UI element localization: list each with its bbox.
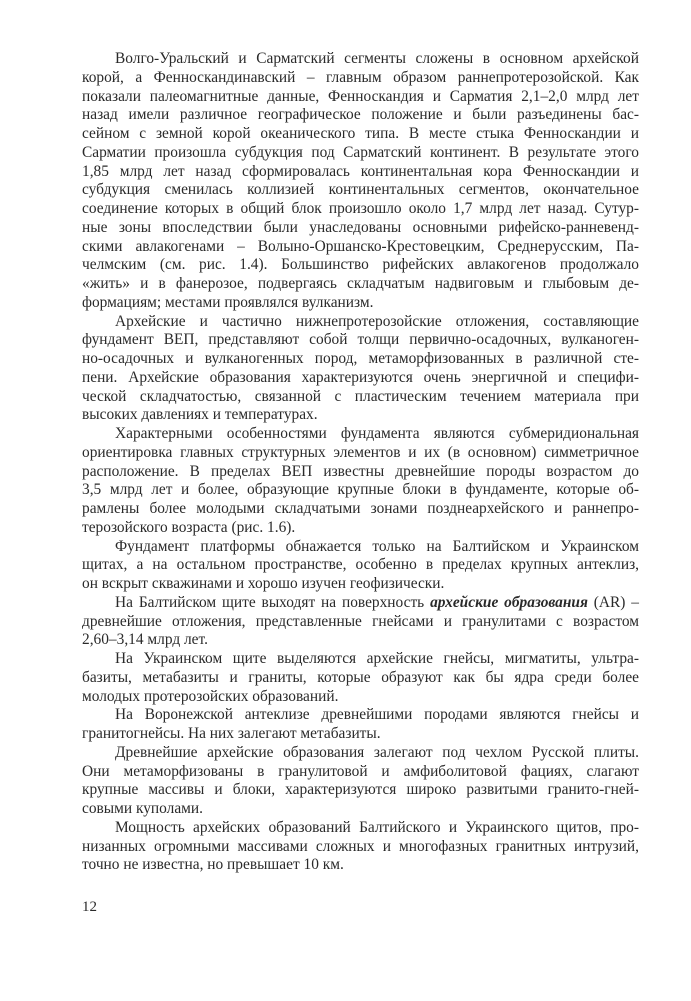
text-line: ные зоны впоследствии были унаследованы основными рифейско-ранневенд- [82,218,639,236]
paragraph [82,819,639,875]
text-line: Мощность архейских образований Балтийского и Украинского щитов, про- [115,818,639,836]
text-line: древнейшие отложения, представленные гнейсами и гранулитами с возрастом [82,612,639,630]
text-line: высоких давлениях и температурах. [82,406,318,424]
text-line: показали палеомагнитные данные, Фенноскандия и Сарматия 2,1–2,0 млрд лет [82,87,639,105]
text-line: фундамент ВЕП, представляют собой толщи первично-осадочных, вулканоген- [82,331,639,349]
text-line: Характерными особенностями фундамента являются субмеридиональная [115,425,639,442]
text-line: сейном с земной корой океанического типа. В месте стыка Фенноскандии и [82,125,639,142]
text-line: назад имели различное географическое положение и были разъединены бас- [82,106,639,124]
page-number: 12 [82,899,97,915]
text-line: но-осадочных и вулканогенных пород, метаморфизованных в различной сте- [82,350,639,367]
text-line: гранитогнейсы. На них залегают метабазиты. [82,725,381,742]
text-line: соединение которых в общий блок произошло около 1,7 млрд лет назад. Сутур- [82,200,639,217]
paragraph [82,50,639,313]
text-line: Архейские и частично нижнепротерозойские отложения, составляющие [115,312,639,330]
text-line: крупные массивы и блоки, характеризуются широко развитыми гранито-гней- [82,781,639,799]
paragraph [82,538,639,594]
paragraph [82,706,639,744]
text-line [82,594,639,613]
text-line: ориентировка главных структурных элементов и их (в основном) симметричное [82,443,639,461]
text-line: «жить» и в фанерозое, подвергаясь складчатым надвиговым и глыбовым де- [82,275,639,292]
text-segment: (AR) – [587,593,639,611]
text-line: формациям; местами проявлялся вулканизм. [82,293,374,311]
paragraph [82,313,639,426]
text-line: терозойского возраста (рис. 1.6). [82,518,296,536]
emphasized-term: архейские образования [430,593,588,611]
text-line: ческой складчатостью, связанной с пластическим течением материала при [82,387,639,405]
text-line: базиты, метабазиты и граниты, которые образуют как бы ядра среди более [82,668,639,686]
text-line: Фундамент платформы обнажается только на Балтийском и Украинском [115,537,639,555]
text-line: совыми куполами. [82,800,203,817]
paragraph [82,425,639,538]
text-line: На Воронежской антеклизе древнейшими породами являются гнейсы и [115,706,639,724]
text-line: пени. Архейские образования характеризуются очень энергичной и специфи- [82,368,639,386]
text-line: Древнейшие архейские образования залегают под чехлом Русской плиты. [115,743,639,761]
text-line: На Украинском щите выделяются архейские гнейсы, мигматиты, ультра- [115,650,639,667]
text-line: рамлены более молодыми складчатыми зонами позднеархейского и раннепро- [82,500,639,517]
text-line: 1,85 млрд лет назад сформировалась континентальная кора Фенноскандии и [82,162,639,180]
paragraph [82,594,639,650]
text-segment: На Балтийском щите выходят на поверхность [115,593,431,611]
paragraph [82,650,639,706]
text-line: Они метаморфизованы в гранулитовой и амфиболитовой фациях, слагают [82,762,639,780]
text-line: 2,60–3,14 млрд лет. [82,631,208,649]
text-line: он вскрыт скважинами и хорошо изучен геофизически. [82,575,445,592]
text-line: Волго-Уральский и Сарматский сегменты сложены в основном архейской [115,50,639,67]
text-line: скими авлакогенами – Волыно-Оршанско-Крестовецким, Среднерусским, Па- [82,237,639,255]
text-line: Сарматии произошла субдукция под Сарматский континент. В результате этого [82,143,639,161]
text-line: точно не известна, но превышает 10 км. [82,856,344,874]
text-line: низанных огромными массивами сложных и многофазных гранитных интрузий, [82,837,639,855]
body-text [82,50,639,875]
text-line: субдукция сменилась коллизией континентальных сегментов, окончательное [82,181,639,199]
text-line: 3,5 млрд лет и более, образующие крупные блоки в фундаменте, которые об- [82,481,639,499]
text-line: щитах, а на остальном пространстве, особенно в пределах крупных антеклиз, [82,556,639,574]
text-line: расположение. В пределах ВЕП известны древнейшие породы возрастом до [82,462,639,480]
text-line: челмским (см. рис. 1.4). Большинство рифейских авлакогенов продолжало [82,256,639,274]
paragraph [82,744,639,819]
text-line: молодых протерозойских образований. [82,687,339,705]
text-line: корой, а Фенноскандинавский – главным образом раннепротерозойской. Как [82,68,639,86]
